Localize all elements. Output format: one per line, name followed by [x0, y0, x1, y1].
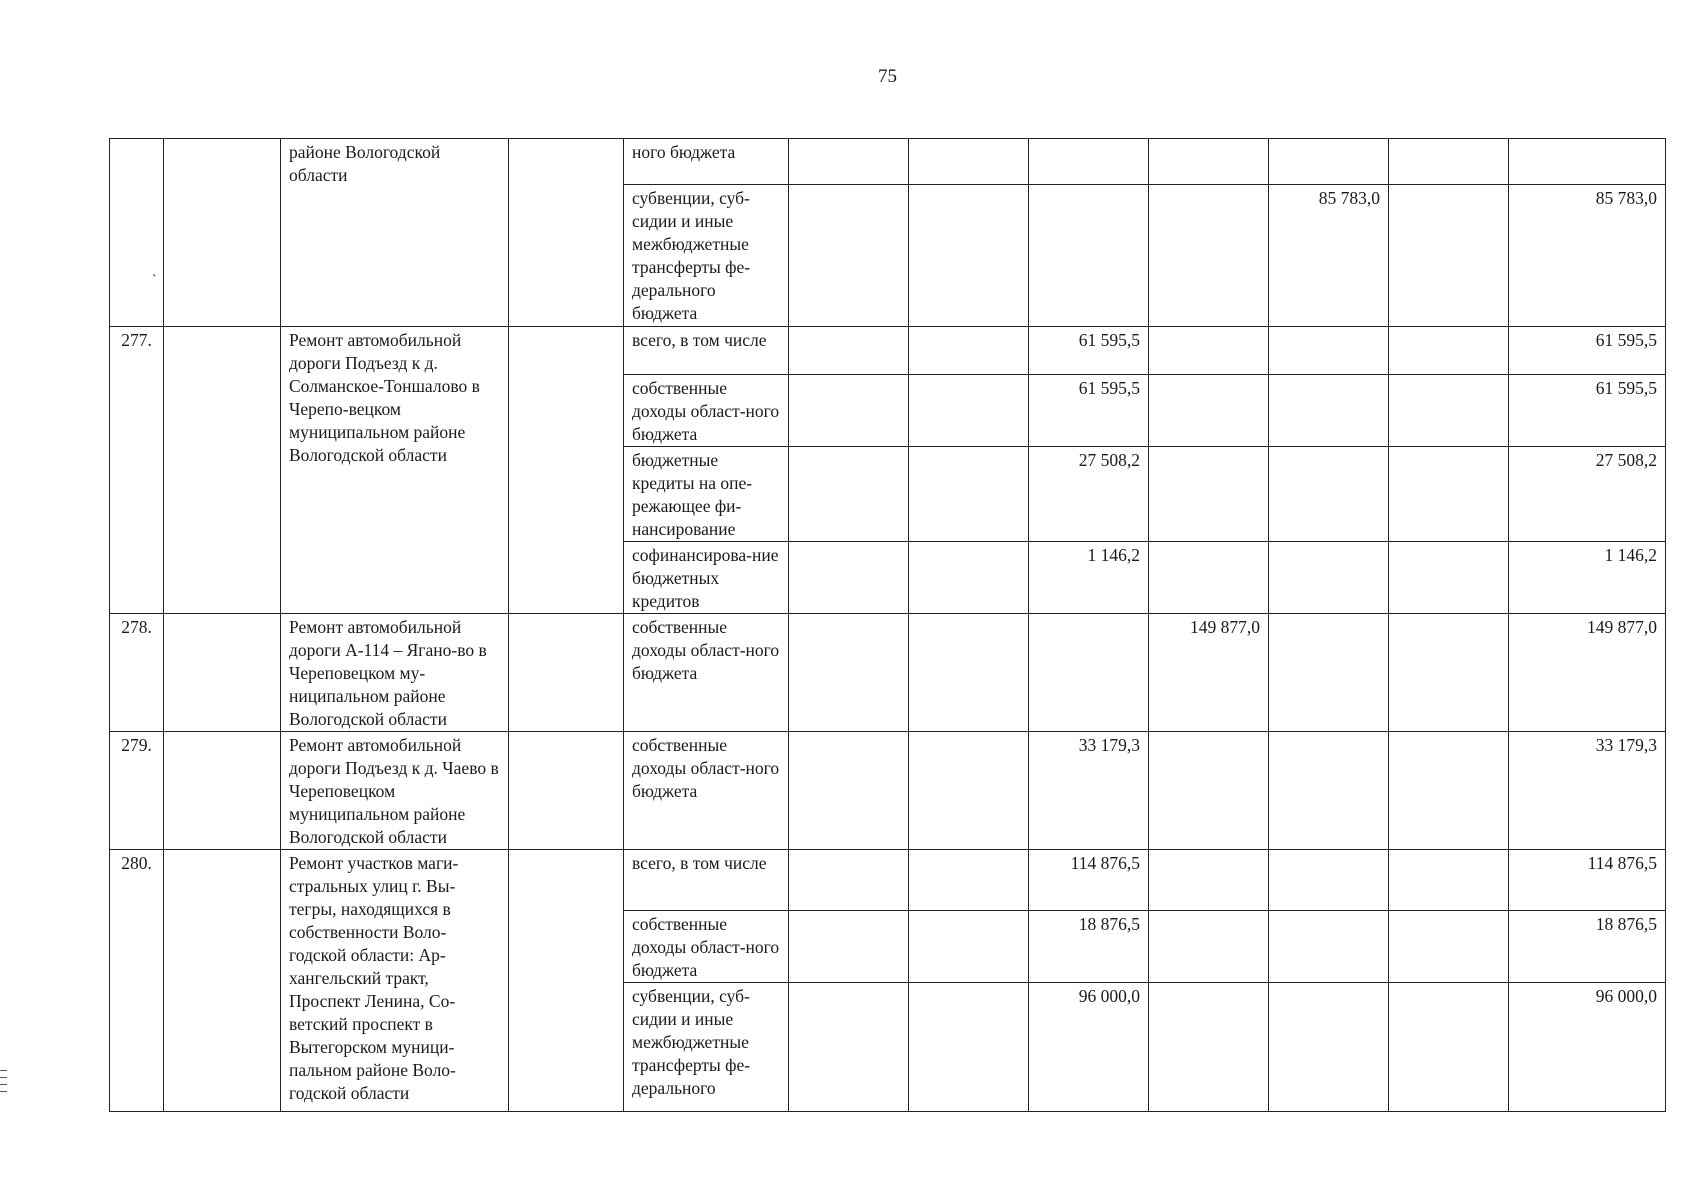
year-value [909, 850, 1029, 911]
year-value [1269, 850, 1389, 911]
executor-cell [509, 614, 624, 732]
year-value [1149, 732, 1269, 850]
code-cell [164, 614, 281, 732]
funding-source: бюджетные кредиты на опе-режающее фи-нансирование [624, 447, 789, 542]
year-value [909, 375, 1029, 447]
total-value: 114 876,5 [1509, 850, 1666, 911]
year-value [909, 983, 1029, 1112]
year-value [1389, 139, 1509, 185]
year-value [789, 447, 909, 542]
year-value [1149, 139, 1269, 185]
year-value: 1 146,2 [1029, 542, 1149, 614]
table-row [110, 327, 1666, 375]
year-value [789, 850, 909, 911]
year-value [1149, 850, 1269, 911]
year-value [1269, 911, 1389, 983]
code-cell [164, 732, 281, 850]
total-value: 27 508,2 [1509, 447, 1666, 542]
total-value: 18 876,5 [1509, 911, 1666, 983]
year-value [1389, 327, 1509, 375]
year-value [789, 542, 909, 614]
table-row [110, 139, 1666, 185]
year-value [1389, 732, 1509, 850]
funding-source: всего, в том числе [624, 327, 789, 375]
year-value [909, 447, 1029, 542]
year-value: 27 508,2 [1029, 447, 1149, 542]
year-value [909, 139, 1029, 185]
year-value [1269, 375, 1389, 447]
executor-cell [509, 327, 624, 614]
year-value [1389, 185, 1509, 327]
row-number: 280. [110, 850, 164, 1112]
total-value: 149 877,0 [1509, 614, 1666, 732]
page-number: 75 [878, 66, 897, 87]
row-number: 278. [110, 614, 164, 732]
edge-marks [0, 1070, 8, 1098]
year-value [1269, 327, 1389, 375]
executor-cell [509, 139, 624, 327]
year-value [789, 375, 909, 447]
year-value [909, 732, 1029, 850]
row-number [110, 139, 164, 327]
funding-source: субвенции, суб-сидии и иные межбюджетные трансферты фе-дерального [624, 983, 789, 1112]
year-value: 96 000,0 [1029, 983, 1149, 1112]
year-value [789, 911, 909, 983]
year-value [1029, 614, 1149, 732]
year-value [1149, 983, 1269, 1112]
row-number: 277. [110, 327, 164, 614]
year-value [1029, 185, 1149, 327]
year-value [789, 139, 909, 185]
year-value [1149, 327, 1269, 375]
year-value [1269, 139, 1389, 185]
object-description: Ремонт автомобильной дороги А-114 – Ягано-во в Череповецком му-ниципальном районе Вологодской области [281, 614, 509, 732]
total-value: 85 783,0 [1509, 185, 1666, 327]
funding-source: собственные доходы област-ного бюджета [624, 614, 789, 732]
year-value [1149, 542, 1269, 614]
total-value: 61 595,5 [1509, 327, 1666, 375]
funding-source: собственные доходы област-ного бюджета [624, 911, 789, 983]
object-description: Ремонт автомобильной дороги Подъезд к д. Солманское-Тоншалово в Черепо-вецком муниципальном районе Вологодской области [281, 327, 509, 614]
object-description: районе Вологодской области [281, 139, 509, 327]
funding-source: ного бюджета [624, 139, 789, 185]
table-row [110, 614, 1666, 732]
year-value [1389, 542, 1509, 614]
year-value [909, 614, 1029, 732]
year-value [909, 911, 1029, 983]
stray-mark: ` [152, 273, 157, 288]
funding-source: собственные доходы област-ного бюджета [624, 732, 789, 850]
funding-source: всего, в том числе [624, 850, 789, 911]
total-value: 1 146,2 [1509, 542, 1666, 614]
code-cell [164, 327, 281, 614]
year-value: 85 783,0 [1269, 185, 1389, 327]
executor-cell [509, 850, 624, 1112]
year-value [909, 542, 1029, 614]
year-value [1269, 447, 1389, 542]
total-value: 96 000,0 [1509, 983, 1666, 1112]
year-value [789, 327, 909, 375]
year-value [1149, 447, 1269, 542]
code-cell [164, 850, 281, 1112]
table-row [110, 850, 1666, 911]
year-value [1029, 139, 1149, 185]
year-value [909, 327, 1029, 375]
year-value [1389, 614, 1509, 732]
year-value [1269, 542, 1389, 614]
total-value: 61 595,5 [1509, 375, 1666, 447]
executor-cell [509, 732, 624, 850]
year-value [789, 185, 909, 327]
year-value [1389, 983, 1509, 1112]
code-cell [164, 139, 281, 327]
year-value [1149, 911, 1269, 983]
table-row [110, 732, 1666, 850]
year-value [1269, 983, 1389, 1112]
funding-source: собственные доходы област-ного бюджета [624, 375, 789, 447]
funding-source: субвенции, суб-сидии и иные межбюджетные трансферты фе-дерального бюджета [624, 185, 789, 327]
year-value [1269, 614, 1389, 732]
year-value [789, 614, 909, 732]
year-value: 33 179,3 [1029, 732, 1149, 850]
object-description: Ремонт автомобильной дороги Подъезд к д. Чаево в Череповецком муниципальном районе Вологодской области [281, 732, 509, 850]
year-value: 18 876,5 [1029, 911, 1149, 983]
object-description: Ремонт участков маги-стральных улиц г. Вы-тегры, находящихся в собственности Воло-годской области: Ар-хангельский тракт, Проспект Ленина, Со-ветский проспект в Вытегорском муници-пальном районе Воло-годской области [281, 850, 509, 1112]
year-value [1149, 185, 1269, 327]
year-value [1269, 732, 1389, 850]
year-value [789, 732, 909, 850]
year-value [1389, 850, 1509, 911]
total-value [1509, 139, 1666, 185]
budget-table [109, 138, 1666, 1112]
total-value: 33 179,3 [1509, 732, 1666, 850]
row-number: 279. [110, 732, 164, 850]
year-value [909, 185, 1029, 327]
year-value: 61 595,5 [1029, 375, 1149, 447]
year-value [1389, 447, 1509, 542]
year-value [1389, 911, 1509, 983]
year-value [789, 983, 909, 1112]
year-value: 61 595,5 [1029, 327, 1149, 375]
year-value [1149, 375, 1269, 447]
funding-source: софинансирова-ние бюджетных кредитов [624, 542, 789, 614]
year-value [1389, 375, 1509, 447]
year-value: 114 876,5 [1029, 850, 1149, 911]
year-value: 149 877,0 [1149, 614, 1269, 732]
